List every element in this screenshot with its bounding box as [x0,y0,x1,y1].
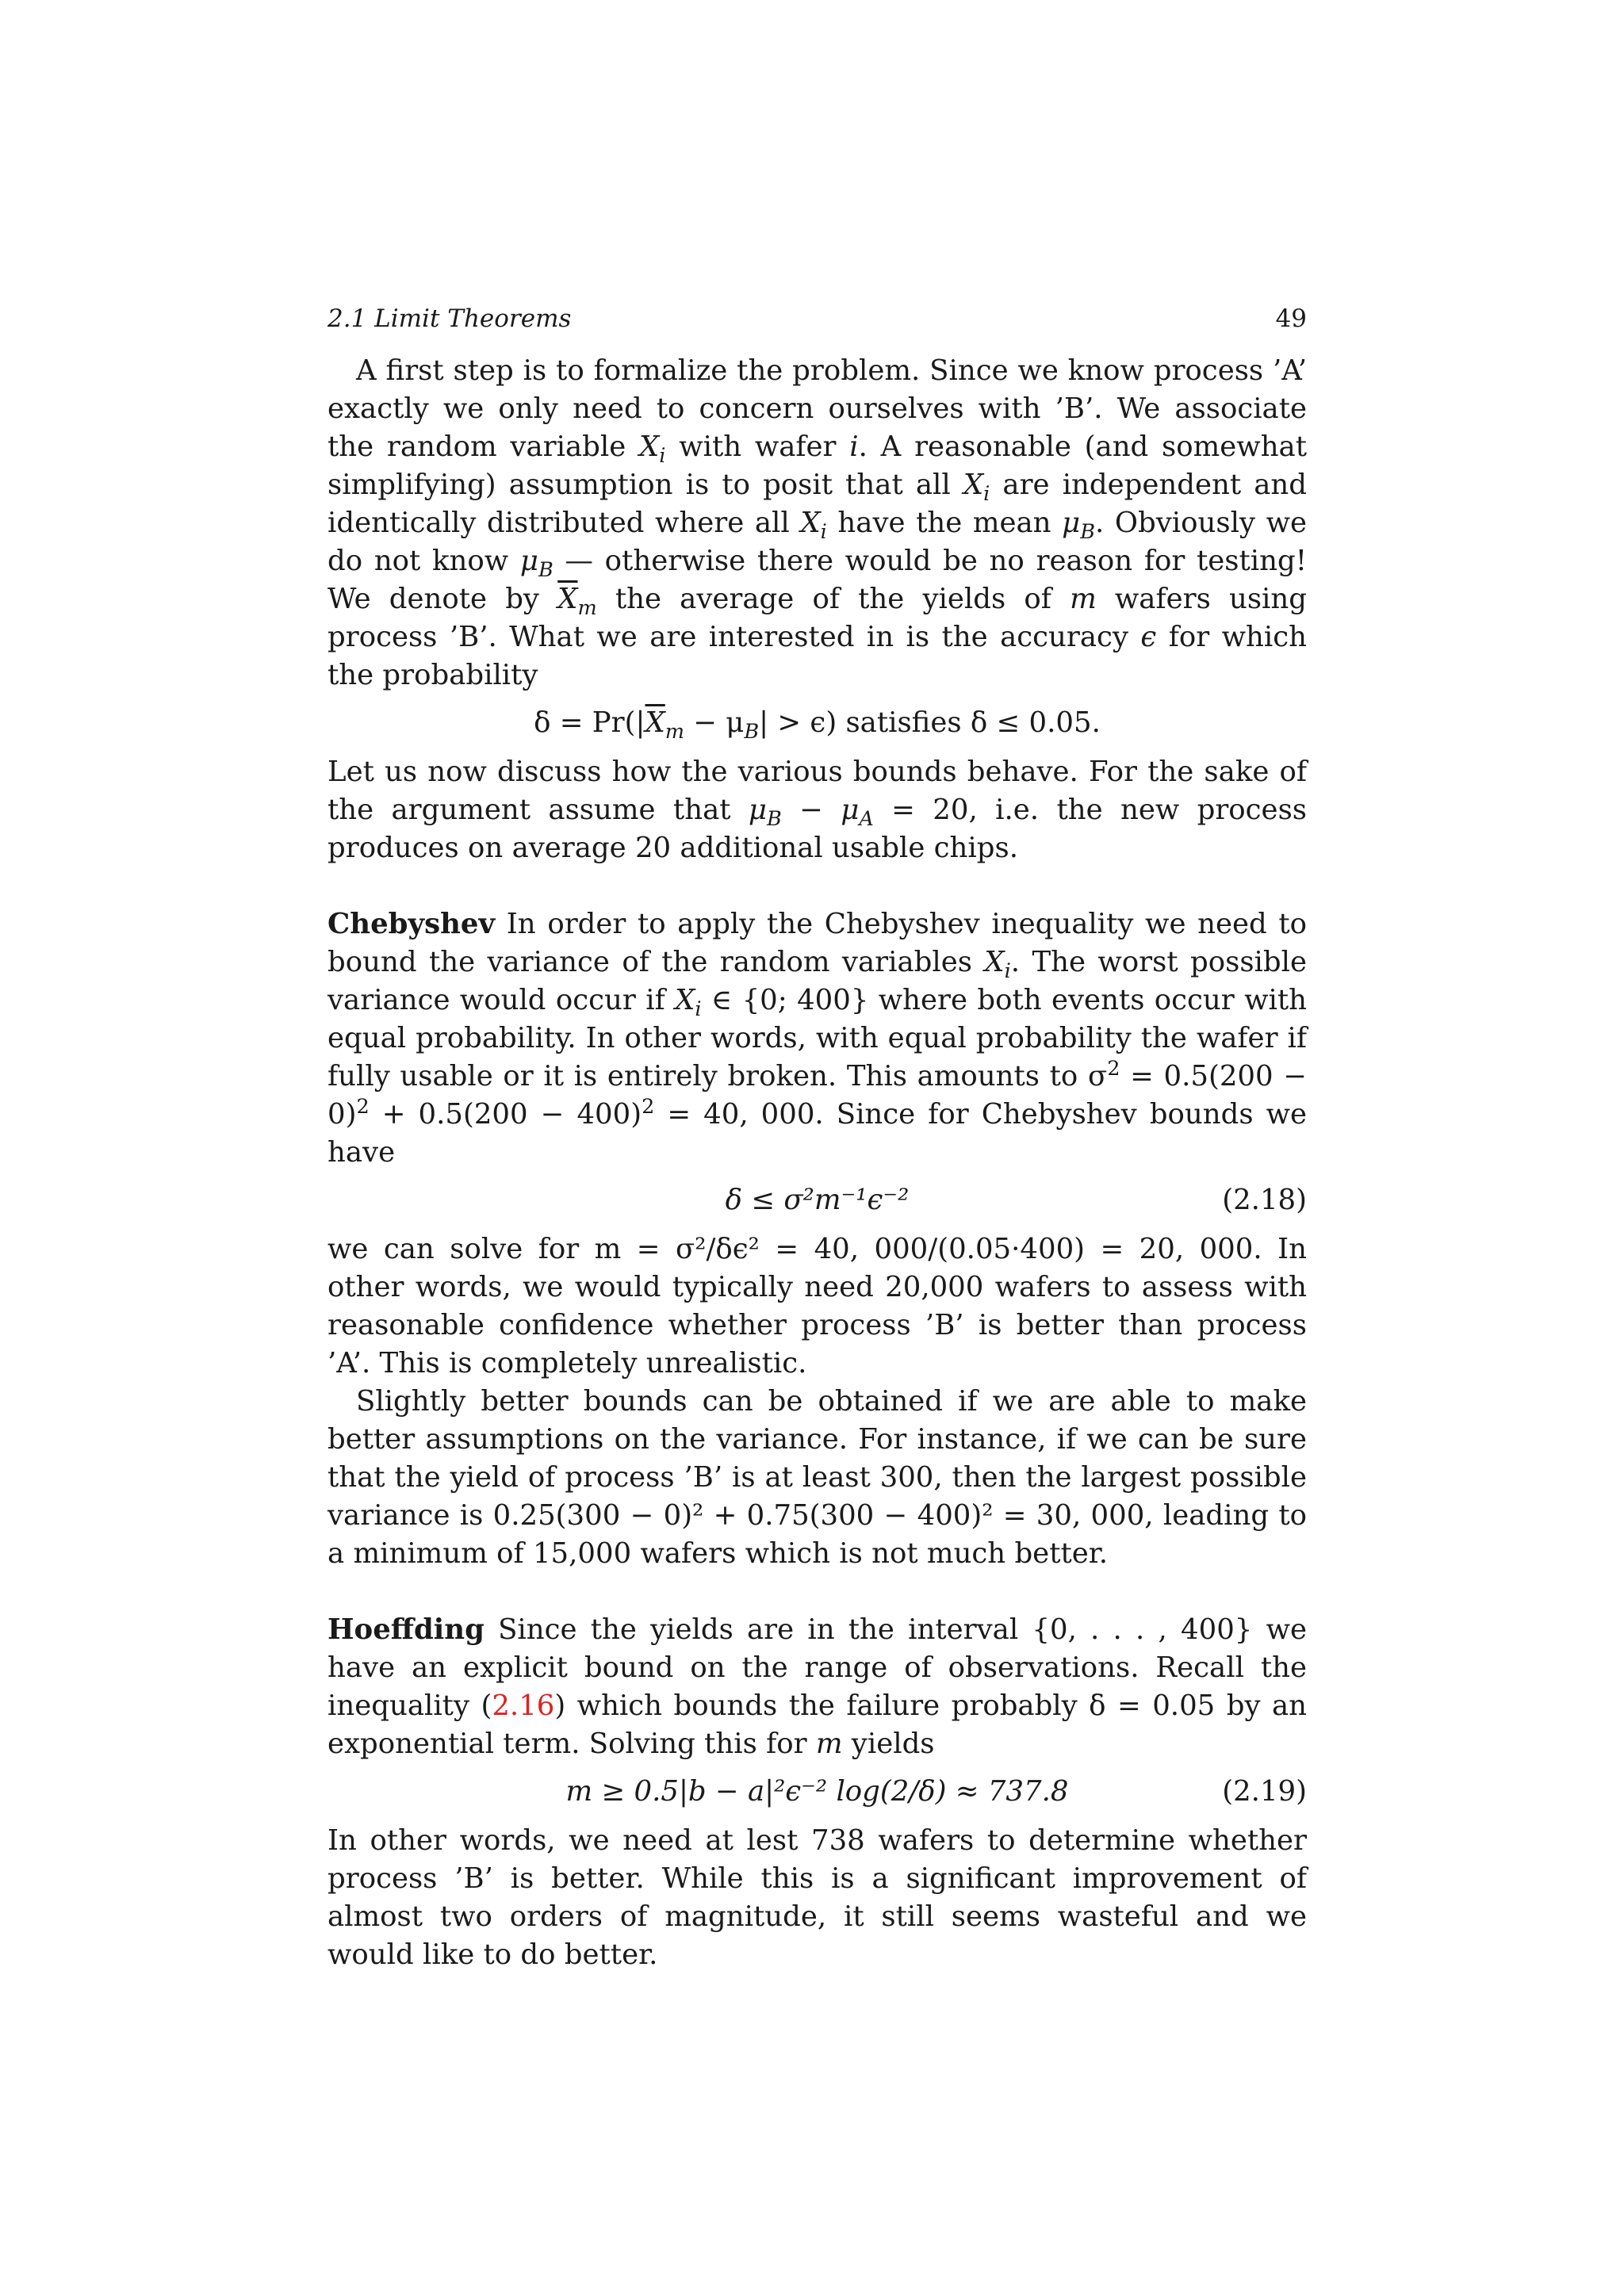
paragraph-better-bounds: Slightly better bounds can be obtained if we are able to make better assumptions on the variance. For instance, if we can be sure that the yield of process ’B’ is at least 300, then the largest possible variance is 0.25(300 − 0)² + 0.75(300 − 400)² = 30, 000, leading to a minimum of 15,000 wafers which is not much better. [327,1385,1307,1570]
hoeffding-heading: Hoeffding [327,1613,485,1646]
equation-number: (2.19) [1222,1775,1307,1808]
paragraph-bounds: Let us now discuss how the various bounds behave. For the sake of the argument assume that $\mu_B - \mu_A = 20$, i.e. the new process produces on average 20 additional usable chips. [327,756,1307,864]
equation-reference-link[interactable]: 2.16 [492,1689,555,1722]
chebyshev-heading: Chebyshev [327,908,496,940]
paragraph-conclusion: In other words, we need at lest 738 wafers to determine whether process ’B’ is better. While this is a significant improvement of almost two orders of magnitude, it still seems wasteful and we would like to do better. [327,1824,1307,1971]
running-title: 2.1 Limit Theorems [327,304,572,333]
paragraph-formalize: A first step is to formalize the problem. Since we know process ’A’ exactly we only need to concern ourselves with ’B’. We associate the random variable $X_i$ with wafer i. A reasonable (and somewhat simplifying) assumption is to posit that all $X_i$ are independent and identically distributed where all $X_i$ have the mean $\mu_B$. Obviously we do not know $\mu_B$ — otherwise there would be no reason for testing! We denote by $\overline{X}_m$ the average of the yields of m wafers using process ’B’. What we are interested in is the accuracy ϵ for which the probability [327,354,1308,691]
running-header [327,300,1307,338]
equation-2-18: δ ≤ σ²m⁻¹ϵ⁻² (2.18) [327,1181,1307,1219]
equation-2-19: m ≥ 0.5|b − a|²ϵ⁻² log(2/δ) ≈ 737.8 (2.19) [327,1773,1307,1811]
equation-number: (2.18) [1222,1184,1307,1216]
text-column [327,300,1307,1974]
paragraph-hoeffding: Hoeffding Since the yields are in the interval {0, . . . , 400} we have an explicit bound on the range of observations. Recall the inequality (2.16) which bounds the failure probably δ = 0.05 by an exponential term. Solving this for m yields [327,1613,1307,1760]
page-number: 49 [1275,304,1307,333]
paragraph-chebyshev: Chebyshev In order to apply the Chebyshev inequality we need to bound the variance of the random variables $X_i$. The worst possible variance would occur if $X_i$ ∈ {0; 400} where both events occur with equal probability. In other words, with equal probability the wafer if fully usable or it is entirely broken. This amounts to $\sigma^2 = 0.5(200 - 0)^2 + 0.5(200 - 400)^2 = 40$, 000. Since for Chebyshev bounds we have [327,908,1307,1169]
equation-delta: $\delta = Pr(|\overline{X}_m - \mu_B| > \epsilon)$ satisfies δ ≤ 0.05. [534,706,1101,744]
paragraph-solve-m: we can solve for m = σ²/δϵ² = 40, 000/(0.05·400) = 20, 000. In other words, we would typically need 20,000 wafers to assess with reasonable confidence whether process ’B’ is better than process ’A’. This is completely unrealistic. [327,1233,1307,1380]
